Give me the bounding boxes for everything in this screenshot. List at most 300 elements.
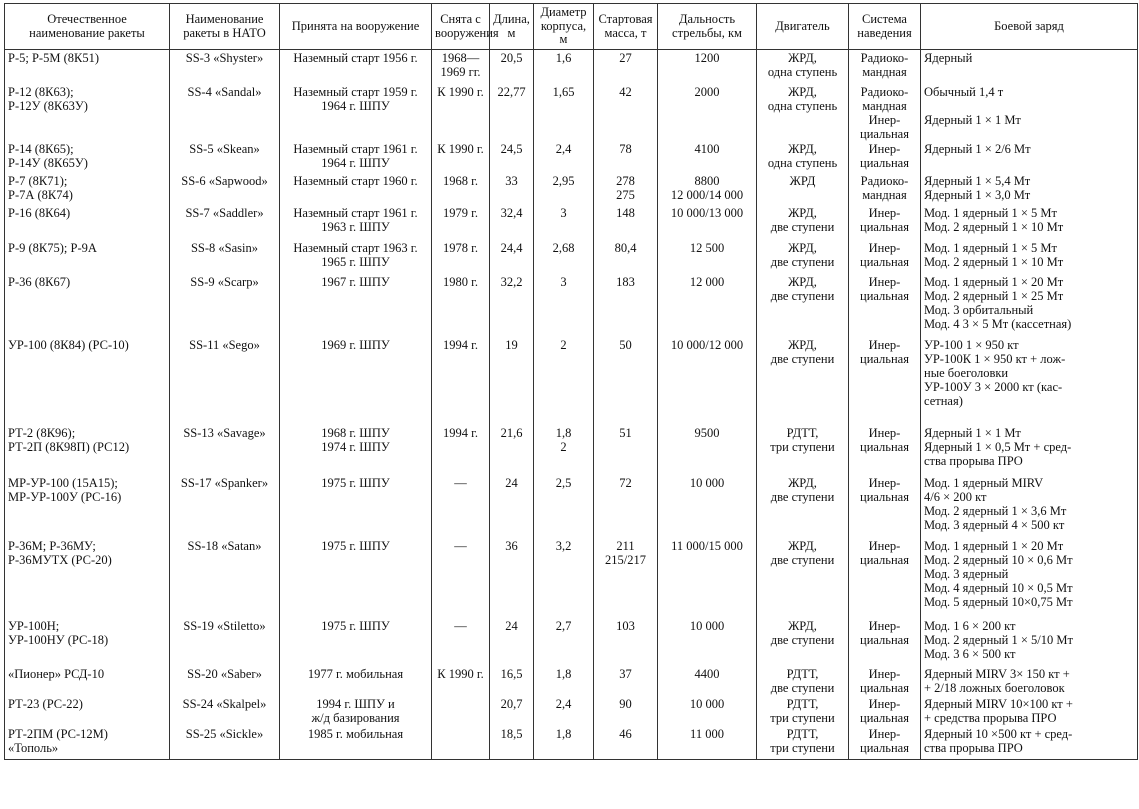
cell-retired [432,50,490,84]
cell-adopted [280,240,432,274]
cell-line: 20,5 [500,51,523,65]
cell-line: 2,7 [555,618,572,633]
cell-warhead [921,173,1138,205]
cell-adopted [280,50,432,84]
cell-retired [432,666,490,696]
cell-line: циальная [860,288,909,303]
cell-range [658,50,757,84]
cell-adopted [280,205,432,240]
cell-nato [170,425,280,475]
cell-name [5,240,170,274]
table-row [5,141,1138,173]
cell-retired [432,425,490,475]
cell-retired [432,618,490,666]
cell-line: 9500 [694,425,720,440]
cell-line: Мод. 1 ядерный 1 × 20 Мт [924,274,1064,289]
cell-line: Наземный старт 1961 г. [293,141,418,156]
cell-retired [432,696,490,726]
table-body [5,50,1138,760]
cell-diameter [534,666,594,696]
cell-line: 12 500 [689,240,725,255]
cell-line: Инер- [868,337,901,352]
table-row [5,475,1138,538]
cell-line: 1,6 [555,51,572,65]
cell-guidance [849,666,921,696]
cell-guidance [849,696,921,726]
cell-retired [432,205,490,240]
cell-line: 36 [505,538,518,553]
cell-line: циальная [860,552,909,567]
cell-line: Р-16 (8К64) [8,205,71,220]
cell-line: SS-9 «Scarp» [190,274,259,289]
cell-line: циальная [860,155,909,170]
cell-engine [757,274,849,337]
cell-line: 32,4 [500,205,523,220]
cell-line: РТ-2 (8К96); [8,425,76,440]
cell-line: Р-36М; Р-36МУ; [8,538,96,553]
cell-line: 19 [505,337,518,352]
header-retired: Снята с вооружения [432,4,490,50]
cell-warhead [921,84,1138,141]
cell-name [5,84,170,141]
cell-line: циальная [860,439,909,454]
cell-line: 3 [560,205,567,220]
cell-adopted [280,696,432,726]
cell-line: 51 [619,425,632,440]
cell-name [5,726,170,760]
cell-line: 10 000 [689,618,725,633]
cell-line: + средства прорыва ПРО [924,710,1057,725]
cell-engine [757,618,849,666]
cell-line: 10 000/12 000 [670,337,744,352]
cell-name [5,141,170,173]
cell-warhead [921,475,1138,538]
cell-line: SS-19 «Stiletto» [183,618,266,633]
cell-diameter [534,240,594,274]
cell-nato [170,666,280,696]
cell-line: 24 [505,475,518,490]
cell-line: 1968 г. [443,173,478,188]
cell-engine [757,696,849,726]
cell-line: 4/6 × 200 кт [924,489,987,504]
cell-line: SS-20 «Saber» [187,666,262,681]
cell-line: две ступени [770,680,835,695]
header-range: Дальность стрельбы, км [658,4,757,50]
cell-line: Р-14 (8К65); [8,141,74,156]
cell-length [490,666,534,696]
cell-line: Ядерный 1 × 3,0 Мт [924,187,1031,202]
cell-mass [594,337,658,425]
cell-name [5,337,170,425]
cell-line: Мод. 1 ядерный MIRV [924,475,1044,490]
cell-line: 20,7 [500,696,523,711]
cell-line: 24 [505,618,518,633]
cell-line: 11 000 [690,726,724,741]
cell-line [924,99,1134,113]
missile-table [4,3,1138,760]
cell-line: две ступени [770,552,835,567]
cell-line: две ступени [770,254,835,269]
cell-line: УР-100 (8К84) (РС-10) [8,337,129,352]
cell-diameter [534,337,594,425]
cell-nato [170,337,280,425]
cell-mass [594,205,658,240]
cell-line: Инер- [868,538,901,553]
cell-line: 12 000 [689,274,725,289]
cell-length [490,173,534,205]
cell-line: три ступени [770,439,835,454]
cell-line: Инер- [868,425,901,440]
cell-line: Инер- [868,205,901,220]
cell-line: УР-100НУ (РС-18) [8,632,109,647]
cell-name [5,205,170,240]
cell-warhead [921,240,1138,274]
cell-line: Ядерный 10 ×500 кт + сред- [924,726,1073,741]
cell-length [490,50,534,84]
cell-line: 1965 г. ШПУ [321,254,390,269]
cell-line: Р-9 (8К75); Р-9А [8,240,97,255]
cell-line: Мод. 3 ядерный 4 × 500 кт [924,517,1065,532]
cell-line: РДТТ, [786,726,819,741]
cell-length [490,726,534,760]
cell-range [658,337,757,425]
cell-line: одна ступень [767,98,838,113]
cell-line: 211 [616,538,635,553]
cell-line: РТ-2ПМ (РС-12М) [8,726,108,741]
cell-line: Инер- [868,726,901,741]
cell-line: SS-8 «Sasin» [190,240,259,255]
cell-line: МР-УР-100 (15А15); [8,475,118,490]
cell-line: ЖРД, [788,51,817,65]
cell-line: 2 [560,439,567,454]
cell-range [658,173,757,205]
cell-line: РТ-23 (РС-22) [8,696,83,711]
cell-engine [757,337,849,425]
cell-guidance [849,50,921,84]
cell-line: 2,95 [552,173,575,188]
cell-line: 1975 г. ШПУ [321,618,390,633]
cell-line: ЖРД, [788,205,817,220]
cell-line: SS-11 «Sego» [189,337,260,352]
cell-line: УР-100 1 × 950 кт [924,337,1019,352]
cell-line: ЖРД, [788,274,817,289]
header-warhead: Боевой заряд [921,4,1138,50]
cell-line: Инер- [868,240,901,255]
cell-line: SS-6 «Sapwood» [181,173,268,188]
cell-line: Ядерный MIRV 10×100 кт + [924,696,1073,711]
cell-line: 16,5 [500,666,523,681]
cell-nato [170,726,280,760]
cell-line: ЖРД, [788,337,817,352]
cell-warhead [921,538,1138,618]
cell-line: 215/217 [605,552,646,567]
cell-line: 1,8 [555,425,572,440]
cell-name [5,425,170,475]
cell-nato [170,141,280,173]
cell-line: две ступени [770,288,835,303]
cell-mass [594,50,658,84]
cell-line: циальная [860,632,909,647]
cell-line: Мод. 3 ядерный [924,566,1009,581]
cell-nato [170,538,280,618]
cell-line: Ядерный 1 × 0,5 Мт + сред- [924,439,1072,454]
cell-diameter [534,425,594,475]
header-guidance: Система наведения [849,4,921,50]
cell-nato [170,618,280,666]
cell-line: 37 [619,666,632,681]
cell-line: циальная [860,680,909,695]
cell-line: Мод. 2 ядерный 1 × 10 Мт [924,254,1064,269]
cell-line: две ступени [770,219,835,234]
cell-line: Мод. 2 ядерный 10 × 0,6 Мт [924,552,1073,567]
cell-line: ства прорыва ПРО [924,740,1023,755]
cell-line: Ядерный 1 × 5,4 Мт [924,173,1031,188]
cell-line: Наземный старт 1956 г. [293,51,418,65]
cell-engine [757,240,849,274]
cell-retired [432,173,490,205]
cell-warhead [921,425,1138,475]
cell-line: Мод. 4 ядерный 10 × 0,5 Мт [924,580,1073,595]
cell-line: SS-4 «Sandal» [187,84,262,99]
cell-line: Мод. 3 6 × 500 кт [924,646,1016,661]
cell-retired [432,274,490,337]
cell-diameter [534,475,594,538]
cell-line: ЖРД, [788,240,817,255]
cell-range [658,425,757,475]
cell-line: SS-3 «Shyster» [185,51,264,65]
cell-diameter [534,141,594,173]
cell-name [5,50,170,84]
cell-line: ЖРД, [788,475,817,490]
cell-line: 2,4 [555,141,572,156]
cell-line: Инер- [868,274,901,289]
cell-line: 24,5 [500,141,523,156]
cell-line: Р-12 (8К63); [8,84,74,99]
cell-name [5,538,170,618]
cell-name [5,274,170,337]
cell-line: три ступени [770,710,835,725]
cell-mass [594,425,658,475]
cell-diameter [534,173,594,205]
cell-line: 1980 г. [443,274,478,289]
cell-range [658,538,757,618]
cell-diameter [534,84,594,141]
cell-line: 78 [619,141,632,156]
cell-line: 275 [616,187,635,202]
cell-line: циальная [860,351,909,366]
cell-line: К 1990 г. [437,84,484,99]
cell-engine [757,84,849,141]
cell-line: две ступени [770,489,835,504]
cell-guidance [849,726,921,760]
cell-mass [594,538,658,618]
cell-line [435,697,486,711]
cell-line: 1200 [694,51,720,65]
cell-diameter [534,538,594,618]
cell-line: Мод. 1 6 × 200 кт [924,618,1016,633]
cell-line: мандная [862,187,907,202]
cell-line: Обычный 1,4 т [924,84,1004,99]
cell-line: 278 [616,173,635,188]
cell-line: 1974 г. ШПУ [321,439,390,454]
cell-guidance [849,274,921,337]
cell-adopted [280,666,432,696]
cell-range [658,696,757,726]
cell-line: ЖРД, [788,84,817,99]
cell-warhead [921,50,1138,84]
cell-line: Инер- [868,141,901,156]
cell-line: 1994 г. ШПУ и [316,696,395,711]
cell-line: циальная [860,710,909,725]
cell-guidance [849,173,921,205]
cell-line: 33 [505,173,518,188]
cell-line: 10 000 [689,696,725,711]
cell-line: 1,8 [555,726,572,741]
cell-retired [432,538,490,618]
cell-line: Мод. 2 ядерный 1 × 5/10 Мт [924,632,1073,647]
cell-guidance [849,240,921,274]
cell-line: SS-25 «Sickle» [185,726,264,741]
cell-mass [594,141,658,173]
cell-line: Р-14У (8К65У) [8,155,88,170]
table-row [5,240,1138,274]
table-row [5,726,1138,760]
cell-guidance [849,205,921,240]
cell-line: циальная [860,126,909,141]
cell-line: циальная [860,740,909,755]
cell-line: 50 [619,337,632,352]
cell-length [490,618,534,666]
cell-mass [594,696,658,726]
cell-guidance [849,538,921,618]
cell-line: Инер- [868,475,901,490]
cell-adopted [280,538,432,618]
cell-line: Радиоко- [860,51,909,65]
cell-guidance [849,618,921,666]
header-nato: Наименование ракеты в НАТО [170,4,280,50]
cell-line: Р-7 (8К71); [8,173,68,188]
cell-line: ЖРД, [788,538,817,553]
cell-name [5,666,170,696]
cell-line: 1985 г. мобильная [307,726,404,741]
cell-length [490,240,534,274]
cell-mass [594,274,658,337]
cell-line: 21,6 [500,425,523,440]
cell-line: ЖРД, [788,141,817,156]
table-row [5,425,1138,475]
cell-line: мандная [862,98,907,113]
cell-range [658,84,757,141]
cell-line: 90 [619,696,632,711]
cell-line: SS-18 «Satan» [187,538,262,553]
cell-line: 1975 г. ШПУ [321,538,390,553]
table-row [5,666,1138,696]
cell-line: 183 [616,274,635,289]
cell-warhead [921,141,1138,173]
cell-line: Р-36 (8К67) [8,274,71,289]
cell-range [658,726,757,760]
cell-diameter [534,726,594,760]
cell-line: Наземный старт 1961 г. [293,205,418,220]
cell-diameter [534,618,594,666]
cell-line: Мод. 2 ядерный 1 × 10 Мт [924,219,1064,234]
cell-line: МР-УР-100У (РС-16) [8,489,122,504]
cell-retired [432,84,490,141]
cell-nato [170,205,280,240]
header-name: Отечественное наименование ракеты [5,4,170,50]
header-row [5,4,1138,50]
cell-nato [170,240,280,274]
cell-diameter [534,274,594,337]
cell-line: мандная [862,65,907,79]
cell-engine [757,50,849,84]
cell-diameter [534,205,594,240]
cell-warhead [921,274,1138,337]
table-row [5,337,1138,425]
cell-length [490,141,534,173]
cell-line: две ступени [770,351,835,366]
cell-line: Инер- [868,666,901,681]
cell-line: УР-100Н; [8,618,60,633]
cell-name [5,696,170,726]
cell-line: Радиоко- [860,173,909,188]
table-row [5,50,1138,84]
header-engine: Двигатель [757,4,849,50]
table-row [5,696,1138,726]
cell-nato [170,274,280,337]
cell-adopted [280,173,432,205]
cell-line: — [454,538,467,553]
cell-adopted [280,726,432,760]
cell-line: 3 [560,274,567,289]
header-diameter: Диаметр корпуса, м [534,4,594,50]
cell-line: 1978 г. [443,240,478,255]
cell-line: 1964 г. ШПУ [321,155,390,170]
cell-adopted [280,475,432,538]
cell-line: 2000 [694,84,720,99]
cell-engine [757,205,849,240]
cell-range [658,475,757,538]
cell-adopted [280,618,432,666]
cell-line [435,727,486,741]
cell-diameter [534,696,594,726]
cell-line: SS-7 «Saddler» [185,205,264,220]
cell-line: 24,4 [500,240,523,255]
cell-line: Инер- [868,112,901,127]
cell-mass [594,726,658,760]
cell-line: Инер- [868,696,901,711]
cell-guidance [849,425,921,475]
cell-warhead [921,666,1138,696]
cell-nato [170,84,280,141]
cell-line: Мод. 1 ядерный 1 × 5 Мт [924,205,1057,220]
cell-line: 1,8 [555,666,572,681]
table-row [5,538,1138,618]
cell-line: 2,4 [555,696,572,711]
cell-line: УР-100К 1 × 950 кт + лож- [924,351,1066,366]
cell-line: одна ступень [767,65,838,79]
cell-line: сетная) [924,393,963,408]
cell-mass [594,84,658,141]
cell-line: Р-36МУТХ (РС-20) [8,552,112,567]
cell-length [490,538,534,618]
header-mass: Стартовая масса, т [594,4,658,50]
cell-line: — [454,618,467,633]
cell-line: три ступени [770,740,835,755]
table-row [5,618,1138,666]
cell-line: 1,65 [552,84,575,99]
cell-line: 3,2 [555,538,572,553]
